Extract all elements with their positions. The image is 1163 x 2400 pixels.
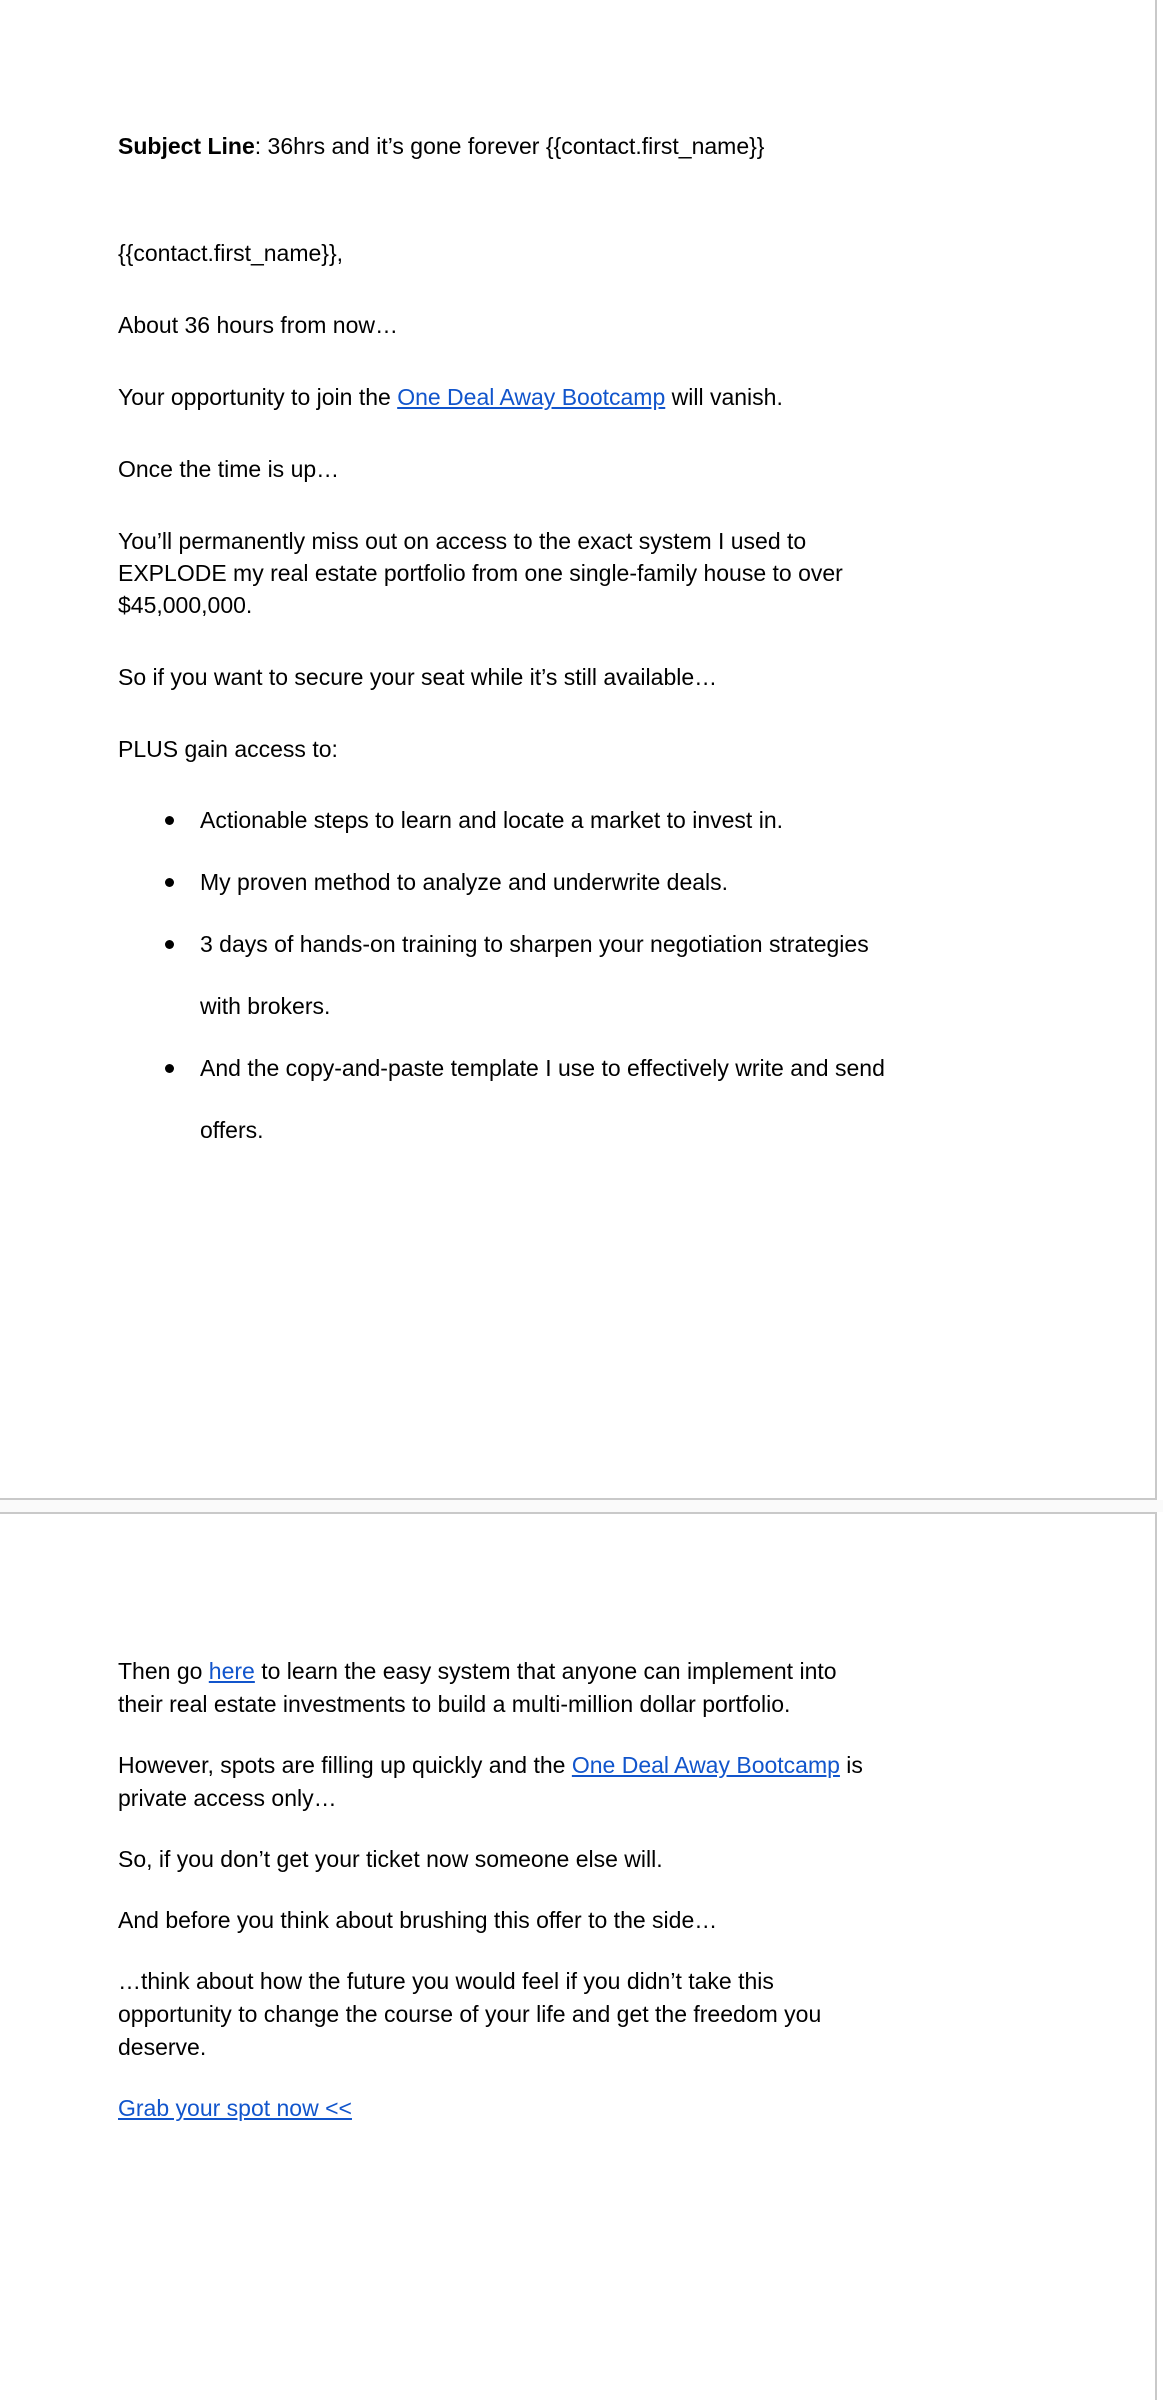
text-run: Your opportunity to join the	[118, 384, 398, 410]
text-run: Then go	[118, 1658, 209, 1684]
secure-seat-paragraph	[118, 661, 1097, 693]
bullet-item	[118, 789, 1097, 851]
text-run: However, spots are filling up quickly and the	[118, 1752, 572, 1778]
text-run: Actionable steps to learn and locate a market to invest in.	[200, 807, 783, 833]
page-1-content	[0, 0, 1155, 1161]
greeting-paragraph	[118, 237, 1097, 269]
time-up-paragraph	[118, 453, 1097, 485]
text-run: You’ll permanently miss out on access to the exact system I used to EXPLODE my real estate portfolio from one single-family house to over $45,000,000.	[118, 528, 843, 618]
miss-out-paragraph	[118, 525, 1097, 621]
text-run: 3 days of hands-on training to sharpen your negotiation strategies with brokers.	[200, 931, 869, 1019]
opportunity-paragraph	[118, 381, 1097, 413]
here-link[interactable]: here	[208, 1658, 255, 1684]
ticket-paragraph	[118, 1843, 1097, 1876]
bootcamp-link-2[interactable]: One Deal Away Bootcamp	[571, 1752, 840, 1778]
about-paragraph	[118, 309, 1097, 341]
text-run: About 36 hours from now…	[118, 312, 398, 338]
plus-paragraph	[118, 733, 1097, 765]
bold-text: Subject Line	[118, 133, 255, 159]
benefits-list	[118, 789, 1097, 1161]
text-run: will vanish.	[665, 384, 783, 410]
text-run: So if you want to secure your seat while it’s still available…	[118, 664, 718, 690]
then-go-paragraph	[118, 1655, 1097, 1721]
bullet-item	[118, 1037, 1097, 1161]
document-page-2	[0, 1512, 1157, 2400]
text-run: : 36hrs and it’s gone forever {{contact.first_name}}	[254, 133, 765, 159]
text-run: PLUS gain access to:	[118, 736, 338, 762]
text-run: is private access only…	[118, 1752, 863, 1811]
text-run: And before you think about brushing this offer to the side…	[118, 1907, 718, 1933]
bootcamp-link-1[interactable]: One Deal Away Bootcamp	[397, 384, 666, 410]
text-run: …think about how the future you would feel if you didn’t take this opportunity to change the course of your life and get the freedom you deserve.	[118, 1968, 822, 2060]
text-run: {{contact.first_name}},	[118, 240, 344, 266]
page-gap	[0, 1500, 1163, 1512]
spots-paragraph	[118, 1749, 1097, 1815]
text-run: to learn the easy system that anyone can implement into their real estate investments to build a multi-million dollar portfolio.	[118, 1658, 837, 1717]
bullet-item	[118, 851, 1097, 913]
brushing-paragraph	[118, 1904, 1097, 1937]
text-run: And the copy-and-paste template I use to effectively write and send offers.	[200, 1055, 885, 1143]
text-run: My proven method to analyze and underwrite deals.	[200, 869, 729, 895]
think-paragraph	[118, 1965, 1097, 2064]
grab-spot-paragraph	[118, 2092, 1097, 2125]
bullet-item	[118, 913, 1097, 1037]
subject-line	[118, 130, 1097, 162]
text-run: Once the time is up…	[118, 456, 340, 482]
page-2-content	[0, 1514, 1155, 2125]
grab-spot-link[interactable]: Grab your spot now <<	[118, 2095, 352, 2121]
text-run: So, if you don’t get your ticket now someone else will.	[118, 1846, 663, 1872]
